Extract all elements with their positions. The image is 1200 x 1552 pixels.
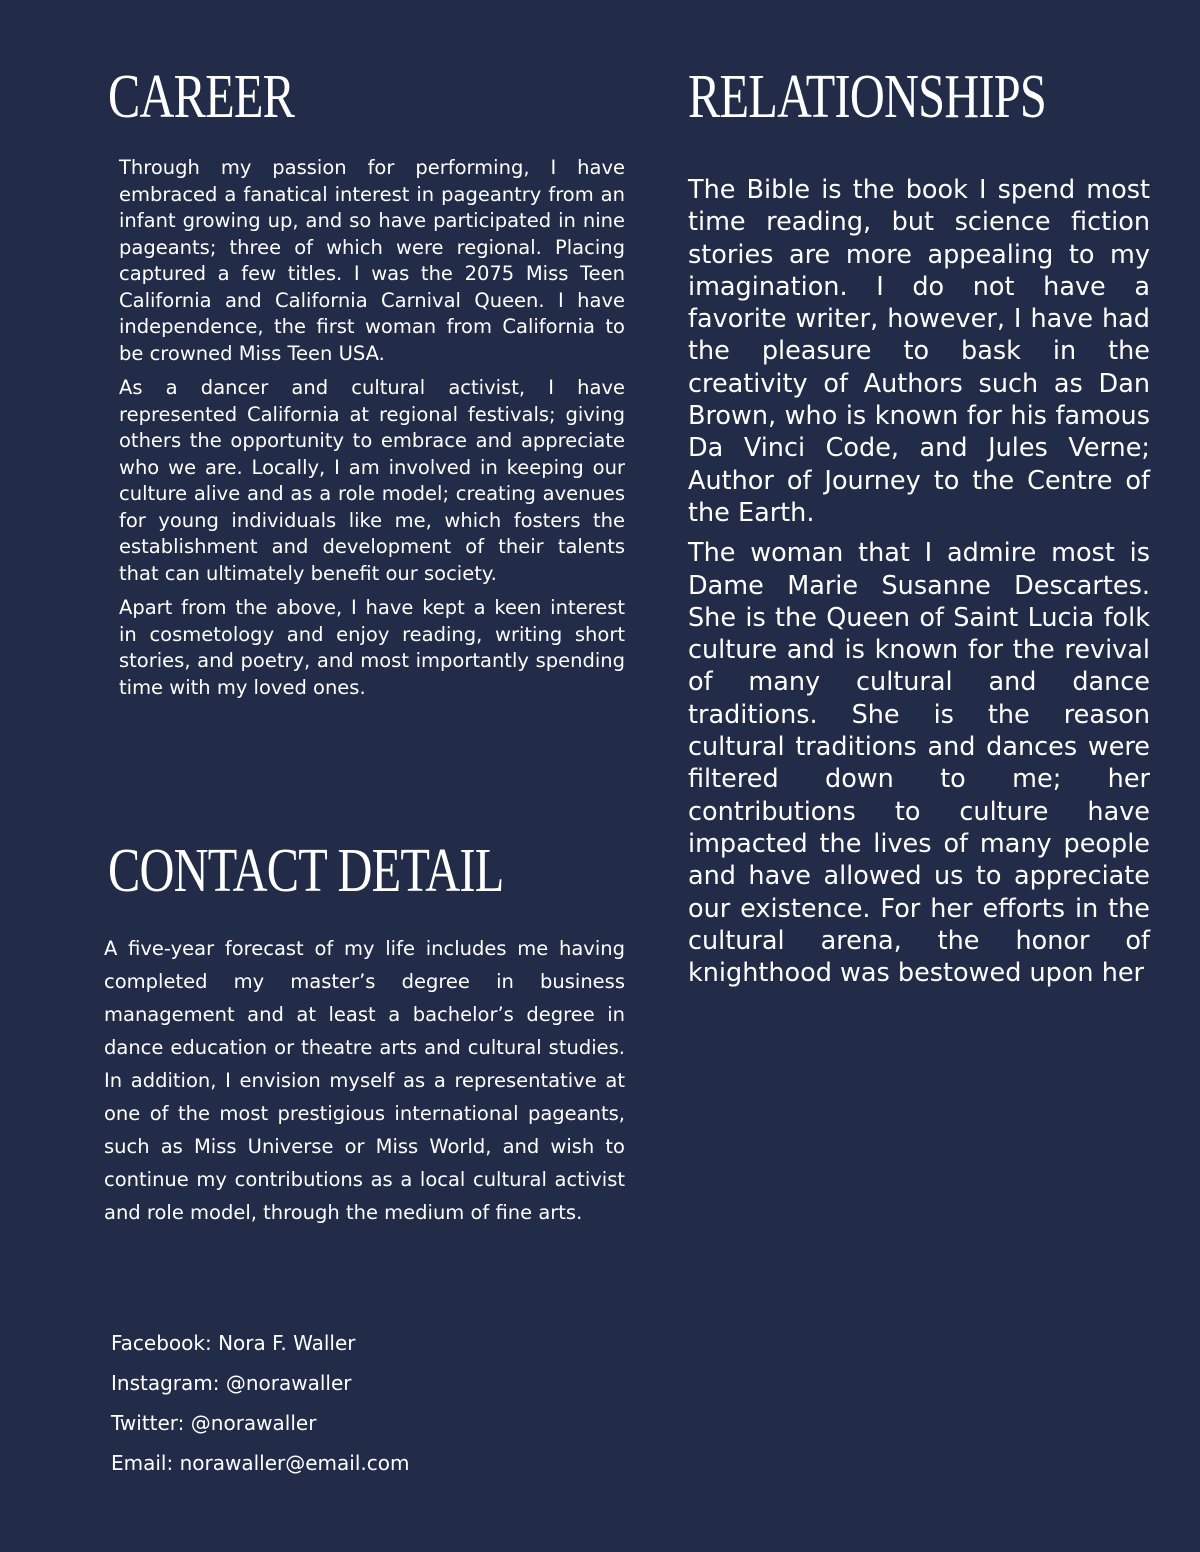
relationships-heading: RELATIONSHIPS (688, 63, 1046, 131)
twitter-link[interactable]: Twitter: @norawaller (111, 1411, 317, 1435)
relationships-paragraph: The woman that I admire most is Dame Marie Susanne Descartes. She is the Queen of Saint Lucia folk culture and is known for the revival of many cultural and dance traditions. She is the reason cultural traditions and dances were filtered down to me; her contributions to culture have impacted the lives of many people and have allowed us to appreciate our existence. For her efforts in the cultural arena, the honor of knighthood was bestowed upon her (688, 538, 1150, 989)
career-paragraph: As a dancer and cultural activist, I have represented California at regional festivals; giving others the opportunity to embrace and appreciate who we are. Locally, I am involved in keeping our culture alive and as a role model; creating avenues for young individuals like me, which fosters the establishment and development of their talents that can ultimately benefit our society. (119, 376, 625, 585)
email-link[interactable]: Email: norawaller@email.com (111, 1451, 410, 1475)
career-paragraph: Through my passion for performing, I have embraced a fanatical interest in pageantry from an infant growing up, and so have participated in nine pageants; three of which were regional. Placing captured a few titles. I was the 2075 Miss Teen California and California Carnival Queen. I have independence, the first woman from California to be crowned Miss Teen USA. (119, 156, 625, 365)
contact-paragraph: A five-year forecast of my life includes me having completed my master’s degree in business management and at least a bachelor’s degree in dance education or theatre arts and cultural studies. In addition, I envision myself as a representative at one of the most prestigious international pageants, such as Miss Universe or Miss World, and wish to continue my contributions as a local cultural activist and role model, through the medium of fine arts. (104, 937, 625, 1224)
facebook-link[interactable]: Facebook: Nora F. Waller (111, 1331, 356, 1355)
relationships-paragraph: The Bible is the book I spend most time reading, but science fiction stories are more appealing to my imagination. I do not have a favorite writer, however, I have had the pleasure to bask in the creativity of Authors such as Dan Brown, who is known for his famous Da Vinci Code, and Jules Verne; Author of Journey to the Centre of the Earth. (688, 175, 1150, 528)
career-paragraph: Apart from the above, I have kept a keen interest in cosmetology and enjoy reading, writing short stories, and poetry, and most importantly spending time with my loved ones. (119, 596, 625, 699)
career-section (119, 155, 625, 701)
career-heading: CAREER (108, 63, 295, 131)
contact-section (104, 932, 625, 1229)
contact-links (111, 1328, 409, 1488)
instagram-link[interactable]: Instagram: @norawaller (111, 1371, 352, 1395)
contact-heading: CONTACT DETAIL (108, 837, 504, 905)
relationships-section (688, 174, 1150, 989)
